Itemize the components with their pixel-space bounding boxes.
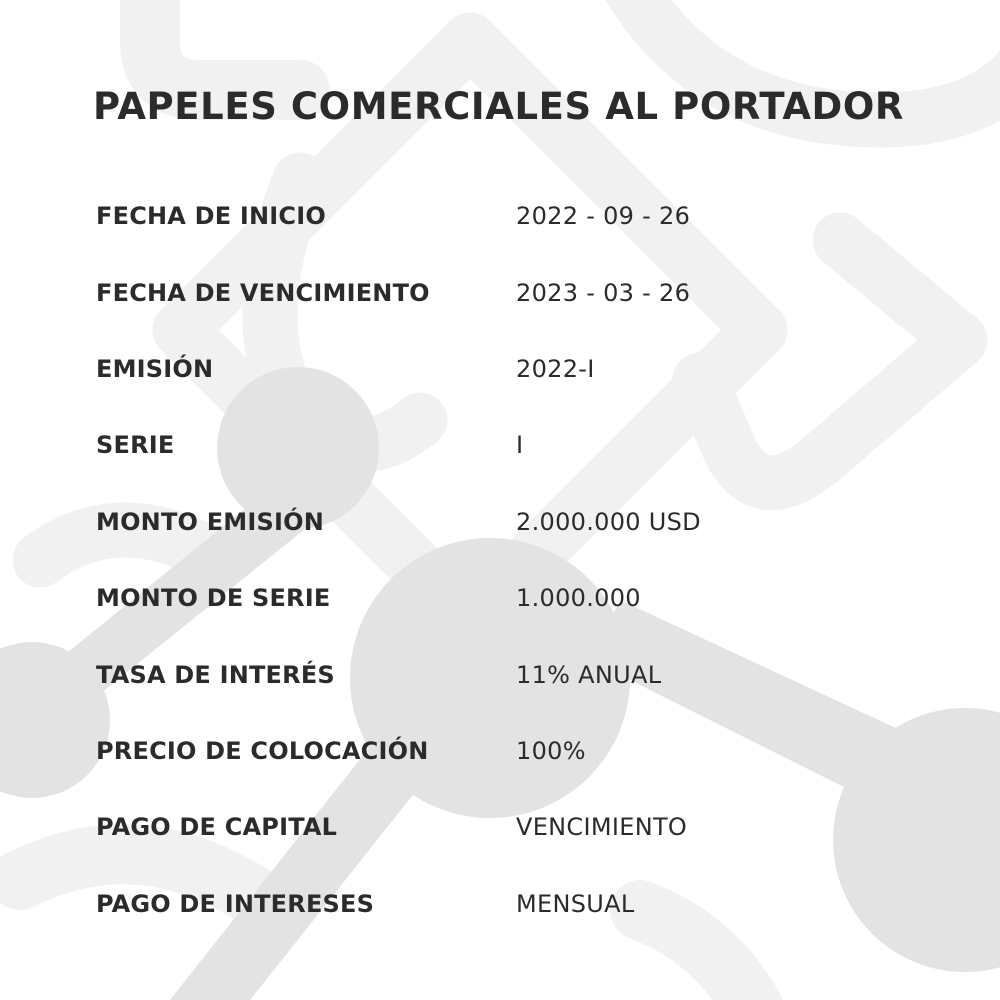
term-row bbox=[96, 484, 926, 560]
term-label: SERIE bbox=[96, 431, 175, 460]
term-label: MONTO EMISIÓN bbox=[96, 507, 325, 536]
terms-list bbox=[96, 178, 926, 942]
term-label: PRECIO DE COLOCACIÓN bbox=[96, 736, 429, 765]
term-row bbox=[96, 407, 926, 483]
term-value: 1.000.000 bbox=[516, 584, 641, 613]
term-label: MONTO DE SERIE bbox=[96, 584, 331, 613]
term-label: FECHA DE INICIO bbox=[96, 202, 326, 231]
term-row bbox=[96, 560, 926, 636]
term-value: 11% ANUAL bbox=[516, 660, 662, 689]
term-label: TASA DE INTERÉS bbox=[96, 660, 335, 689]
term-row bbox=[96, 636, 926, 712]
term-value: MENSUAL bbox=[516, 889, 635, 918]
page-title: PAPELES COMERCIALES AL PORTADOR bbox=[93, 85, 905, 128]
term-label: PAGO DE CAPITAL bbox=[96, 813, 338, 842]
term-row bbox=[96, 713, 926, 789]
term-value: 2.000.000 USD bbox=[516, 507, 701, 536]
term-row bbox=[96, 866, 926, 942]
term-label: PAGO DE INTERESES bbox=[96, 889, 375, 918]
term-label: FECHA DE VENCIMIENTO bbox=[96, 278, 430, 307]
term-value: 100% bbox=[516, 736, 586, 765]
term-value: I bbox=[516, 431, 524, 460]
term-row bbox=[96, 254, 926, 330]
term-label: EMISIÓN bbox=[96, 354, 214, 383]
term-value: 2023 - 03 - 26 bbox=[516, 278, 691, 307]
term-row bbox=[96, 331, 926, 407]
term-row bbox=[96, 178, 926, 254]
term-value: 2022 - 09 - 26 bbox=[516, 202, 691, 231]
term-value: VENCIMIENTO bbox=[516, 813, 688, 842]
term-row bbox=[96, 789, 926, 865]
term-value: 2022-I bbox=[516, 354, 595, 383]
